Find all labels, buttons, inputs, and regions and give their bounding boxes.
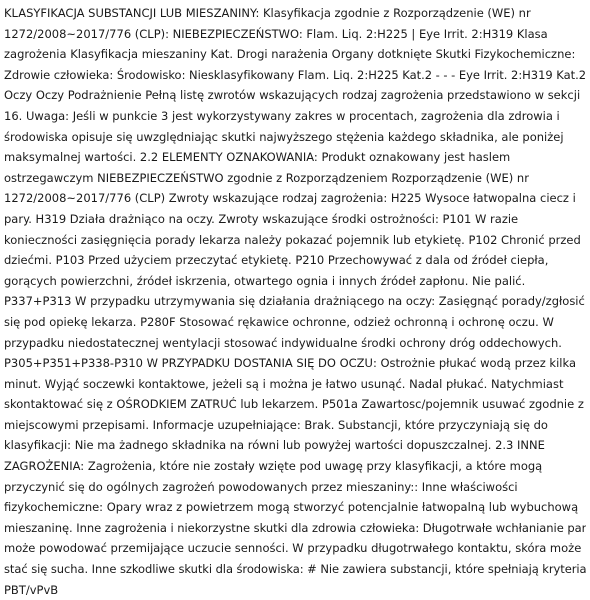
text-line: miejscowymi przepisami. Informacje uzupełniające: Brak. Substancji, które przyczyniają się do <box>4 417 548 432</box>
text-line: PBT/vPvB <box>4 582 59 597</box>
text-line: może powodować przemijające uczucie senności. W przypadku długotrwałego kontaktu, skóra może <box>4 541 582 556</box>
text-line: klasyfikacji: Nie ma żadnego składnika na równi lub powyżej wartości dopuszczalnej. 2.3 INNE <box>4 438 545 453</box>
text-line: P305+P351+P338-P310 W PRZYPADKU DOSTANIA SIĘ DO OCZU: Ostrożnie płukać wodą przez kilka <box>4 356 576 371</box>
text-line: minut. Wyjąć soczewki kontaktowe, jeżeli są i można je łatwo usunąć. Nadal płukać. Natychmiast <box>4 376 564 391</box>
text-line: stać się sucha. Inne szkodliwe skutki dla środowiska: # Nie zawiera substancji, które spełniają kryteria <box>4 562 586 577</box>
text-line: Oczy Oczy Podrażnienie Pełną listę zwrotów wskazujących rodzaj zagrożenia przedstawiono w sekcji <box>4 88 581 103</box>
text-line: ZAGROŻENIA: Zagrożenia, które nie zostały wzięte pod uwagę przy klasyfikacji, a które mogą <box>4 459 543 474</box>
text-line: zagrożenia Klasyfikacja mieszaniny Kat. Drogi narażenia Organy dotknięte Skutki Fizykochemiczne: <box>4 47 576 62</box>
text-line: fizykochemiczne: Opary wraz z powietrzem mogą stworzyć potencjalnie łatwopalną lub wybuchową <box>4 500 579 515</box>
text-line: dziećmi. P103 Przed użyciem przeczytać etykietę. P210 Przechowywać z dala od źródeł ciepła, <box>4 253 549 268</box>
text-line: konieczności zasięgnięcia porady lekarza należy pokazać pojemnik lub etykietę. P102 Chronić przed <box>4 232 581 247</box>
text-line: przypadku niedostatecznej wentylacji stosować indywidualne środki ochrony dróg oddechowych. <box>4 335 562 350</box>
text-line: Zdrowie człowieka: Środowisko: Niesklasyfikowany Flam. Liq. 2:H225 Kat.2 - - - Eye Irrit. 2:H319 Kat.2 <box>4 67 586 82</box>
text-line: ostrzegawczym NIEBEZPIECZEŃSTWO zgodnie z Rozporządzeniem Rozporządzenie (WE) nr <box>4 170 529 185</box>
text-line: 1272/2008~2017/776 (CLP) Zwroty wskazujące rodzaj zagrożenia: H225 Wysoce łatwopalna ciecz i <box>4 191 576 206</box>
text-line: P337+P313 W przypadku utrzymywania się działania drażniącego na oczy: Zasięgnąć porady/zgłosić <box>4 294 585 309</box>
text-line: 1272/2008~2017/776 (CLP): NIEBEZPIECZEŃSTWO: Flam. Liq. 2:H225 | Eye Irrit. 2:H319 Klasa <box>4 26 548 41</box>
text-line: się pod opiekę lekarza. P280F Stosować rękawice ochronne, odzież ochronną i ochronę oczu. W <box>4 314 554 329</box>
text-line: pary. H319 Działa drażniąco na oczy. Zwroty wskazujące środki ostrożności: P101 W razie <box>4 211 519 226</box>
text-line: skontaktować się z OŚRODKIEM ZATRUĆ lub lekarzem. P501a Zawartosc/pojemnik usuwać zgodnie z <box>4 397 584 412</box>
text-line: KLASYFIKACJA SUBSTANCJI LUB MIESZANINY: Klasyfikacja zgodnie z Rozporządzenie (WE) nr <box>4 6 531 20</box>
text-line: 16. Uwaga: Jeśli w punkcie 3 jest wykorzystywany zakres w procentach, zagrożenia dla zdrowia i <box>4 108 560 123</box>
text-line: gorących powierzchni, źródeł iskrzenia, otwartego ognia i innych źródeł zapłonu. Nie palić. <box>4 273 526 288</box>
text-line: maksymalnej wartości. 2.2 ELEMENTY OZNAKOWANIA: Produkt oznakowany jest haslem <box>4 150 511 165</box>
text-line: przyczynić się do ogólnych zagrożeń powodowanych przez mieszaniny:: Inne właściwości <box>4 479 518 494</box>
text-line: mieszaninę. Inne zagrożenia i niekorzystne skutki dla zdrowia człowieka: Długotrwałe wchłanianie par <box>4 520 586 535</box>
text-line: środowiska opisuje się uwzględniając skutki najwyższego stężenia każdego składnika, ale poniżej <box>4 129 564 144</box>
